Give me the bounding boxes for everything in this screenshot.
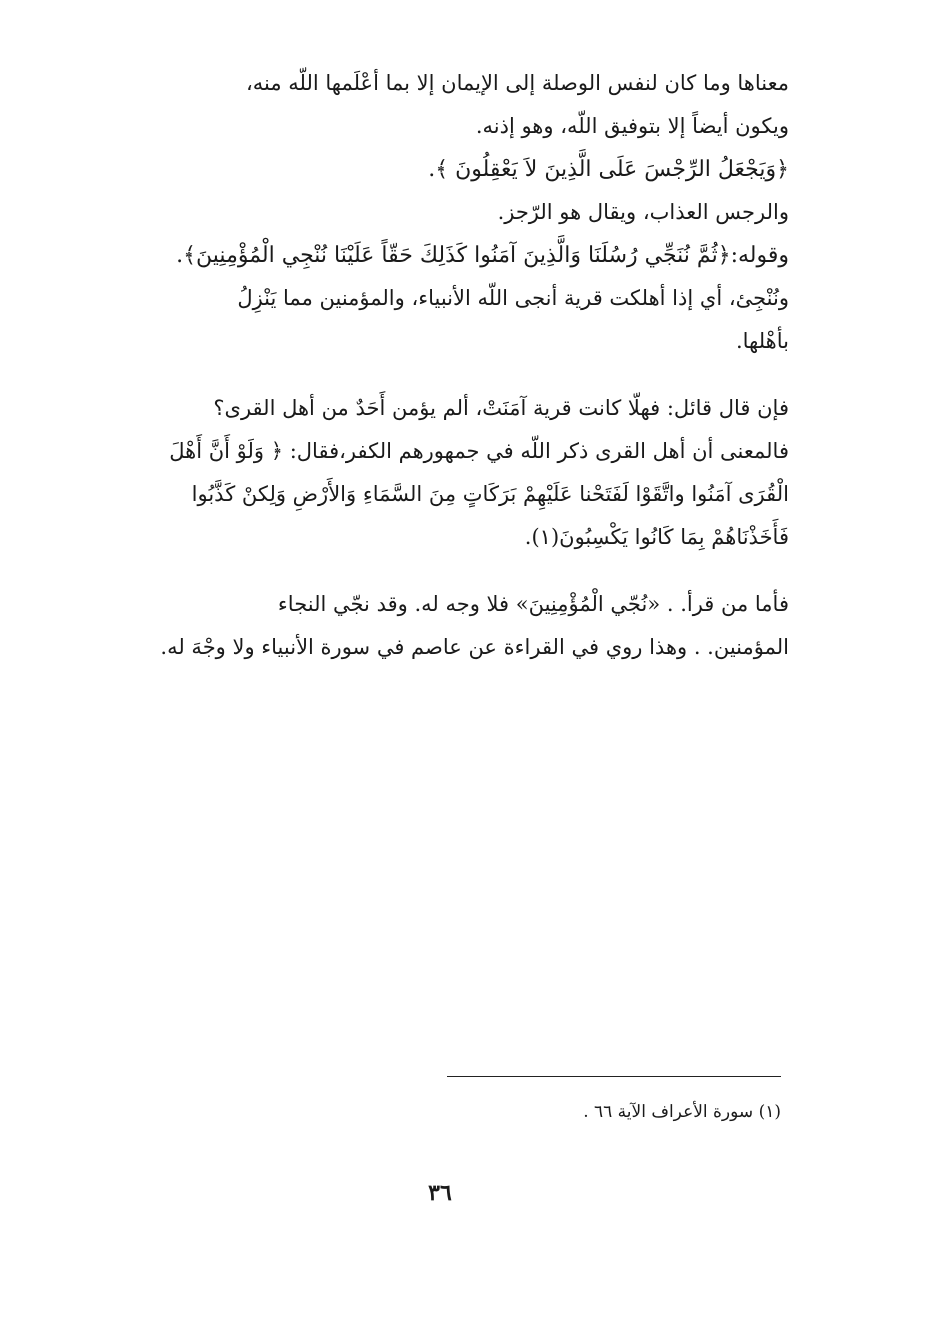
text-line: فأما من قرأ. . «نُجّي الْمُؤْمِنِينَ» فلا وجه له. وقد نجّي النجاء <box>277 592 789 616</box>
footnote: (١) سورة الأعراف الآية ٦٦ . <box>583 1102 781 1122</box>
page-body-text <box>103 62 789 669</box>
text-line: فَأَخَذْنَاهُمْ بِمَا كَانُوا يَكْسِبُونَ(١). <box>524 525 789 549</box>
footnote-divider <box>447 1076 781 1077</box>
text-line: معناها وما كان لنفس الوصلة إلى الإيمان إلا بما أعْلَمها اللّه منه، <box>245 71 789 95</box>
paragraph-4-verse <box>103 234 789 277</box>
paragraph-1 <box>103 62 789 148</box>
text-line: الْقُرَى آمَنُوا واتَّقَوْا لَفَتَحْنا عَلَيْهِمْ بَرَكَاتٍ مِنَ السَّمَاءِ وَالأَرْضِ وَلِكنْ كَذَّبُوا <box>191 482 789 506</box>
paragraph-7 <box>103 583 789 669</box>
paragraph-2-verse <box>103 148 789 191</box>
paragraph-5 <box>103 277 789 363</box>
quran-verse-line: ﴿وَيَجْعَلُ الرِّجْسَ عَلَى الَّذِينَ لاَ يَعْقِلُونَ ﴾. <box>428 157 789 182</box>
page-number: ٣٦ <box>428 1180 452 1206</box>
text-line: والرجس العذاب، ويقال هو الرّجز. <box>497 200 789 224</box>
text-line: فالمعنى أن أهل القرى ذكر اللّه في جمهورهم الكفر،فقال: ﴿ وَلَوْ أَنَّ أَهْلَ <box>169 439 789 463</box>
text-line: بأهْلها. <box>735 329 789 353</box>
paragraph-3 <box>103 191 789 234</box>
text-line: ويكون أيضاً إلا بتوفيق اللّه، وهو إذنه. <box>475 114 789 138</box>
text-line: ونُنْجِئ، أي إذا أهلكت قرية أنجى اللّه الأنبياء، والمؤمنين مما يَنْزِلُ <box>237 286 789 310</box>
text-line: فإن قال قائل: فهلّا كانت قرية آمَنَتْ، ألم يؤمن أَحَدٌ من أهل القرى؟ <box>213 396 789 420</box>
quran-verse-line: وقوله:﴿ثُمَّ نُنَجِّي رُسُلَنَا وَالَّذِينَ آمَنُوا كَذَلِكَ حَقّاً عَلَيْنَا نُنْجِي الْمُؤْمِنِينَ﴾. <box>176 243 789 268</box>
paragraph-6 <box>103 387 789 559</box>
text-line: المؤمنين. . وهذا روي في القراءة عن عاصم في سورة الأنبياء ولا وجْهَ له. <box>160 635 789 659</box>
